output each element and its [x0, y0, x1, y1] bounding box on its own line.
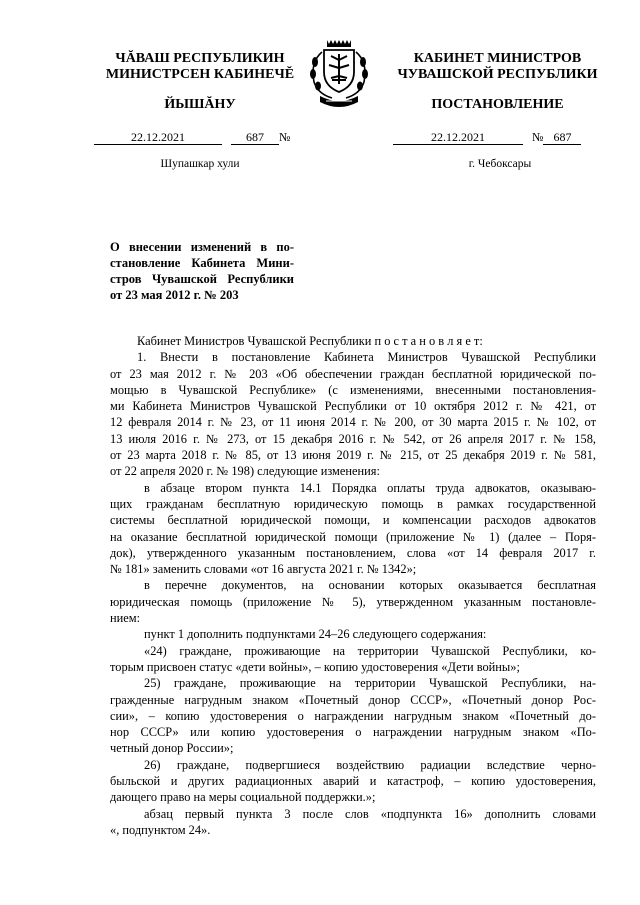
body-line: нор СССР» или копию удостоверения о награждении нагрудным знаком «По-	[110, 725, 596, 740]
body-line: ми Кабинета Министров Чувашской Республики от 10 октября 2012 г. № 421, от	[110, 399, 596, 414]
body-line: в перечне документов, на основании которых оказывается бесплатная	[144, 578, 596, 593]
body-line: пункт 1 дополнить подпунктами 24–26 следующего содержания:	[144, 627, 487, 642]
body-line: системы бесплатной юридической помощи, и компенсации расходов адвокатов	[110, 513, 596, 528]
body-line: дающего право на меры социальной поддержки.»;	[110, 790, 376, 805]
left-number: 687	[231, 130, 279, 145]
body-line: № 181» заменить словами «от 16 августа 2021 г. № 1342»;	[110, 562, 417, 577]
subject-line: от 23 мая 2012 г. № 203	[110, 288, 239, 302]
body-line: 1. Внести в постановление Кабинета Министров Чувашской Республики	[137, 350, 596, 365]
body-line: щих гражданам бесплатную юридическую помощь в рамках государственной	[110, 496, 596, 511]
body-line: быльской и других радиационных аварий и катастроф, – копию удостоверения,	[110, 774, 596, 789]
body-line: «, подпунктом 24».	[110, 822, 211, 837]
body-line: от 23 марта 2018 г. № 85, от 13 июня 2019 г. № 215, от 25 декабря 2019 г. № 581,	[110, 448, 596, 463]
body-line: нием:	[110, 611, 141, 626]
subject-line: О внесении изменений в по-	[110, 240, 294, 254]
right-date-number	[393, 130, 581, 145]
body-line: «24) граждане, проживающие на территории Чувашской Республики, ко-	[144, 643, 596, 658]
subject-line: становление Кабинета Мини-	[110, 256, 294, 270]
header-left-line-1: ЧĂВАШ РЕСПУБЛИКИН	[115, 51, 285, 66]
right-number-sign: №	[532, 130, 544, 144]
chuvash-emblem-icon	[304, 38, 374, 110]
body-line: док), утвержденного указанным постановлением, слова «от 14 февраля 2017 г.	[110, 545, 596, 560]
header-right-line-2: ЧУВАШСКОЙ РЕСПУБЛИКИ	[397, 67, 598, 82]
body-line: мощью в Чувашской Республике» (с изменениями, внесенными постановления-	[110, 382, 596, 397]
body-line: 12 февраля 2014 г. № 23, от 11 июня 2014 г. № 200, от 30 марта 2015 г. № 102, от	[110, 415, 596, 430]
left-date-number	[94, 130, 290, 145]
body-line: 26) граждане, подвергшиеся воздействию радиации вследствие черно-	[144, 757, 596, 772]
body-line: гражденные нагрудным знаком «Почетный донор СССР», «Почетный донор Рос-	[110, 692, 596, 707]
body-line: Кабинет Министров Чувашской Республики п о с т а н о в л я е т:	[137, 334, 483, 348]
header-left-doc-type: ЙЫШĂНУ	[164, 97, 236, 112]
body-line: абзац первый пункта 3 после слов «подпункта 16» дополнить словами	[144, 806, 596, 821]
right-city: г. Чебоксары	[468, 158, 532, 170]
right-number: 687	[543, 130, 581, 145]
header-left-line-2: МИНИСТРСЕН КАБИНЕЧĔ	[105, 67, 295, 82]
header-right-title	[390, 51, 605, 83]
left-date: 22.12.2021	[94, 130, 222, 145]
body-line: в абзаце втором пункта 14.1 Порядка оплаты труда адвокатов, оказываю-	[144, 480, 596, 495]
body-line: 25) граждане, проживающие на территории Чувашской Республики, на-	[144, 676, 596, 691]
header-left-title	[100, 51, 300, 83]
left-number-sign: №	[279, 130, 291, 144]
body-line: от 22 апреля 2020 г. № 198) следующие изменения:	[110, 464, 380, 479]
body-line: юридическая помощь (приложение № 5), утвержденном указанным постановле-	[110, 594, 596, 609]
document-subject	[110, 239, 294, 303]
left-city: Шупашкар хули	[160, 158, 240, 170]
subject-line: стров Чувашской Республики	[110, 272, 294, 286]
body-line: торым присвоен статус «дети войны», – копию удостоверения «Дети войны»;	[110, 659, 520, 674]
body-line: сии», – копию удостоверения о награждении нагрудным знаком «Почетный до-	[110, 708, 596, 723]
body-line: четный донор России»;	[110, 741, 234, 756]
header-right-line-1: КАБИНЕТ МИНИСТРОВ	[413, 51, 582, 66]
body-line: на оказание бесплатной юридической помощи (приложение № 1) (далее – Поря-	[110, 529, 596, 544]
header-right-doc-type: ПОСТАНОВЛЕНИЕ	[431, 97, 564, 112]
right-date: 22.12.2021	[393, 130, 523, 145]
body-line: от 23 мая 2012 г. № 203 «Об обеспечении граждан бесплатной юридической по-	[110, 366, 596, 381]
document-body	[110, 333, 596, 838]
body-line: 13 июля 2016 г. № 273, от 15 декабря 2016 г. № 542, от 26 апреля 2017 г. № 158,	[110, 431, 596, 446]
